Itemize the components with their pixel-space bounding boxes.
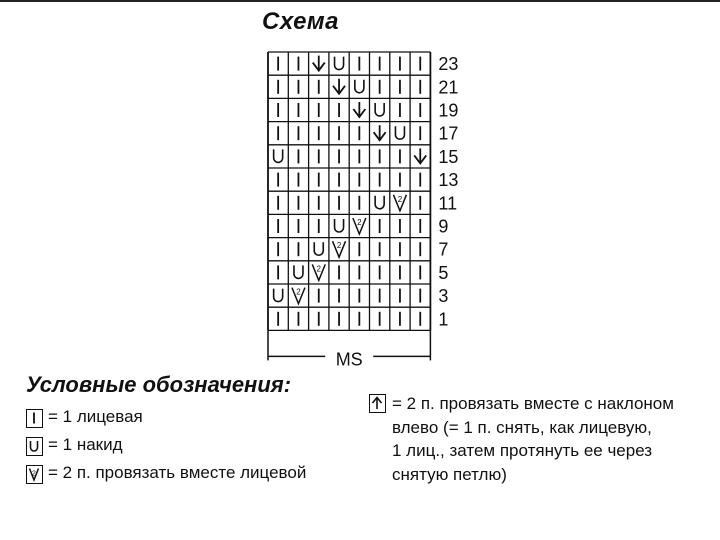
chart-cell-yarn-over [355,80,364,93]
row-number-label: 23 [438,54,459,75]
legend-ssk-text [392,392,712,486]
chart-cell-decrease-arrow [414,148,426,163]
row-number-label: 17 [438,123,459,144]
row-number-label: 5 [438,262,449,283]
row-number-label: 15 [438,146,459,167]
chart-cell-yarn-over [395,126,404,139]
svg-text:2: 2 [357,218,362,227]
row-number-label: 19 [438,100,459,121]
ssk-line-2: влево (= 1 п. снять, как лицевую, [392,417,652,437]
row-number-label: 21 [438,77,459,98]
k2tog-symbol [26,465,43,484]
chart-title: Схема [262,8,340,35]
legend-title: Условные обозначения: [26,372,292,397]
ssk-symbol [369,394,386,413]
chart-cell-yarn-over [335,57,344,70]
row-number-label: 1 [438,309,449,330]
ssk-line-4: снятую петлю) [392,464,507,484]
row-number-label: 11 [438,193,458,214]
svg-text:2: 2 [397,194,403,204]
chart-cell-decrease-arrow [374,125,386,140]
chart-cell-yarn-over [314,242,323,255]
row-number-label: 3 [438,286,449,307]
row-number-label: 13 [438,170,459,191]
chart-cell-k2tog [333,241,346,257]
chart-cell-k2tog [393,195,406,211]
row-number-label: 9 [438,216,449,237]
svg-text:2: 2 [316,264,321,274]
ssk-line-1: = 2 п. провязать вместе с наклоном [392,394,674,413]
chart-cell-yarn-over [375,103,384,116]
chart-cell-decrease-arrow [313,56,325,71]
repeat-label: MS [335,349,363,370]
knit-stitch-symbol [26,409,43,428]
chart-cell-yarn-over [274,289,283,302]
chart-cell-k2tog [353,218,366,234]
chart-cell-yarn-over [294,265,303,278]
yarn-over-symbol [26,437,43,456]
chart-cell-decrease-arrow [353,102,365,117]
chart-cell-yarn-over [274,149,283,162]
svg-text:2: 2 [32,470,36,478]
chart-cell-decrease-arrow [333,79,345,94]
legend-yo-text: = 1 накид [48,435,123,454]
row-number-label: 7 [438,239,449,260]
chart-cell-yarn-over [335,219,344,232]
svg-text:2: 2 [336,241,342,251]
ssk-line-3: 1 лиц., затем протянуть ее через [392,441,653,460]
chart-cell-k2tog [292,288,305,304]
svg-text:2: 2 [296,287,301,297]
legend-k2tog-text: = 2 п. провязать вместе лицевой [48,463,307,482]
chart-cell-yarn-over [375,196,384,209]
legend-knit-text: = 1 лицевая [48,407,143,426]
chart-cell-k2tog [312,264,325,280]
